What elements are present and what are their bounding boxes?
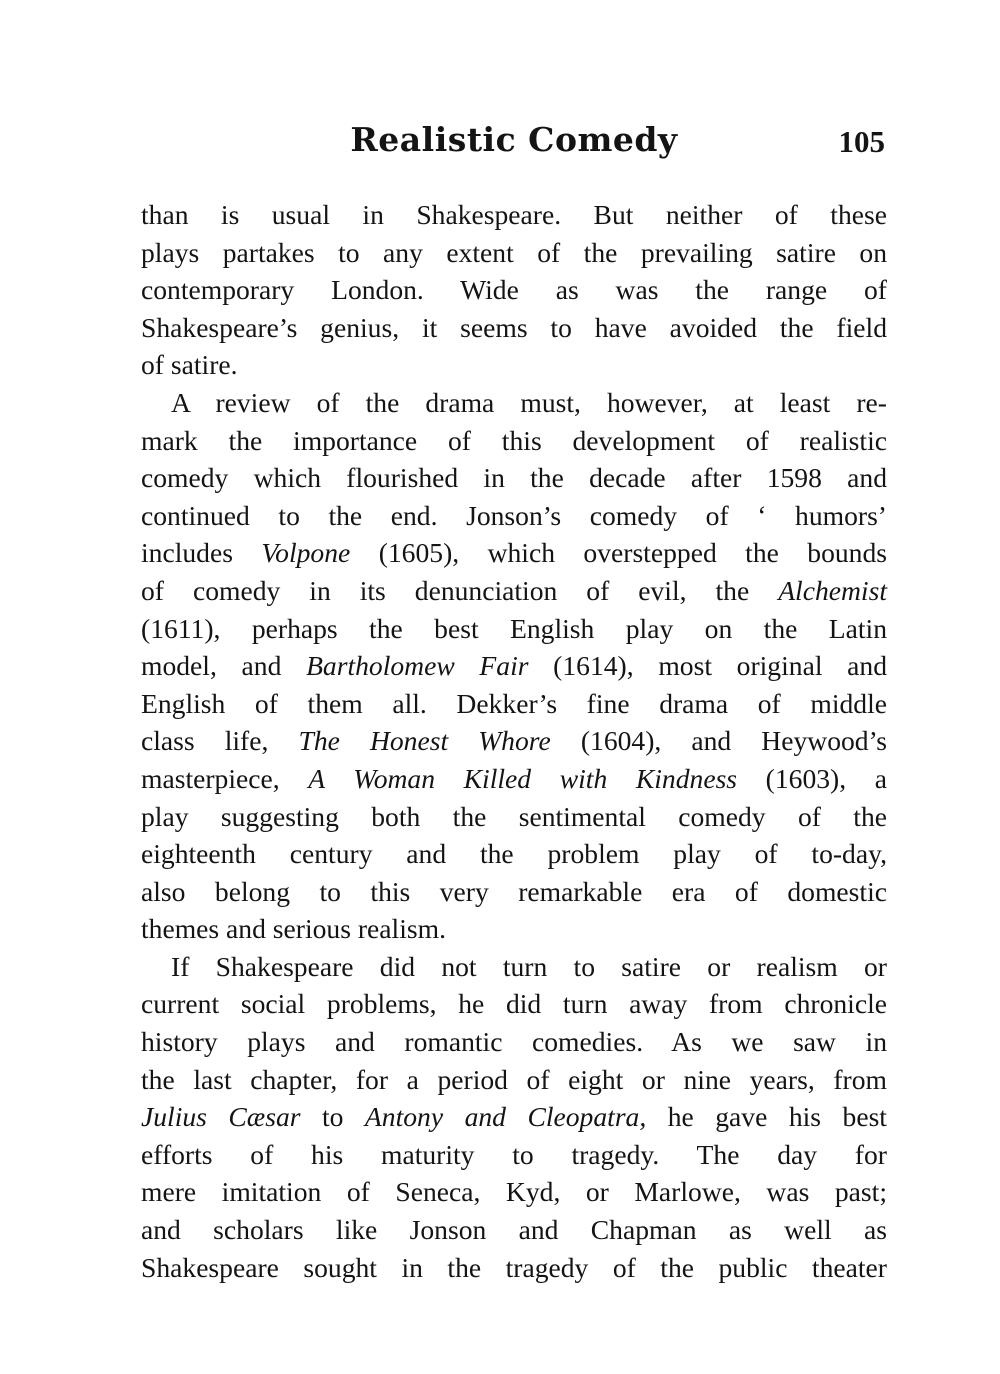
text-line: [141, 196, 887, 234]
text-run: history plays and romantic comedies. As we saw in: [141, 1026, 887, 1058]
italic-title: Bartholomew Fair: [306, 650, 529, 682]
text-line: [141, 798, 887, 836]
text-line: [141, 948, 887, 986]
text-line: [141, 722, 887, 760]
running-title: Realistic Comedy: [350, 120, 678, 159]
text-line: [141, 1249, 887, 1287]
text-run: (1605), which overstepped the bounds: [350, 537, 887, 569]
text-run: plays partakes to any extent of the prevailing satire on: [141, 236, 887, 268]
text-run: also belong to this very remarkable era of domestic: [141, 875, 887, 907]
text-run: and scholars like Jonson and Chapman as well as: [141, 1214, 887, 1246]
text-run: contemporary London. Wide as was the range of: [141, 274, 887, 306]
text-line: [141, 497, 887, 535]
text-run: themes and serious realism.: [141, 913, 446, 945]
text-line: [141, 271, 887, 309]
text-run: the last chapter, for a period of eight or nine years, from: [141, 1063, 887, 1095]
text-line: [141, 534, 887, 572]
text-line: [141, 647, 887, 685]
text-line: [141, 1173, 887, 1211]
italic-title: Julius Cæsar: [141, 1101, 301, 1133]
text-line: [141, 985, 887, 1023]
text-run: (1603), a: [737, 762, 887, 794]
text-run: comedy which flourished in the decade after 1598 and: [141, 462, 887, 494]
text-line: [141, 835, 887, 873]
text-run: (1611), perhaps the best English play on the Latin: [141, 612, 887, 644]
text-line: [141, 422, 887, 460]
text-run: than is usual in Shakespeare. But neither of these: [141, 199, 887, 230]
text-run: he gave his best: [646, 1101, 887, 1133]
italic-title: Antony and Cleopatra,: [364, 1101, 647, 1133]
text-run: mere imitation of Seneca, Kyd, or Marlowe, was past;: [141, 1176, 887, 1208]
text-run: If Shakespeare did not turn to satire or realism or: [171, 950, 887, 982]
text-run: includes: [141, 537, 262, 569]
paragraph-3: [141, 948, 887, 1286]
text-run: eighteenth century and the problem play of to-day,: [141, 838, 887, 870]
text-run: mark the importance of this development of realistic: [141, 424, 887, 456]
text-run: English of them all. Dekker’s fine drama of middle: [141, 687, 887, 719]
italic-title: The Honest Whore: [298, 725, 551, 757]
text-line: [141, 309, 887, 347]
text-run: masterpiece,: [141, 762, 309, 794]
text-line: [141, 384, 887, 422]
text-line: [141, 685, 887, 723]
text-run: current social problems, he did turn away from chronicle: [141, 988, 887, 1020]
page-number: 105: [838, 124, 885, 159]
text-line: [141, 1061, 887, 1099]
text-run: Shakespeare’s genius, it seems to have avoided the field: [141, 311, 887, 343]
text-line: [141, 760, 887, 798]
text-run: class life,: [141, 725, 299, 757]
text-line: [141, 1098, 887, 1136]
paragraph-2: [141, 384, 887, 948]
text-run: of satire.: [141, 349, 238, 381]
text-line: [141, 910, 887, 948]
text-line: [141, 459, 887, 497]
text-run: of comedy in its denunciation of evil, the: [141, 574, 779, 606]
text-line: [141, 572, 887, 610]
text-line: [141, 1023, 887, 1061]
body-text: [141, 196, 887, 1286]
book-page: [141, 118, 887, 1286]
italic-title: A Woman Killed with Kindness: [308, 762, 738, 794]
text-line: [141, 610, 887, 648]
text-run: model, and: [141, 650, 307, 682]
text-line: [141, 873, 887, 911]
page-header: [141, 118, 887, 172]
text-run: Shakespeare sought in the tragedy of the public theater: [141, 1251, 887, 1283]
text-run: (1614), most original and: [528, 650, 887, 682]
text-line: [141, 234, 887, 272]
text-run: continued to the end. Jonson’s comedy of ‘ humors’: [141, 499, 887, 531]
text-run: to: [300, 1101, 365, 1133]
text-line: [141, 1211, 887, 1249]
text-run: (1604), and Heywood’s: [550, 725, 887, 757]
paragraph-1: [141, 196, 887, 384]
text-run: A review of the drama must, however, at least re-: [171, 386, 887, 418]
text-line: [141, 346, 887, 384]
italic-title: Volpone: [261, 537, 351, 569]
text-run: efforts of his maturity to tragedy. The day for: [141, 1138, 887, 1170]
italic-title: Alchemist: [778, 574, 887, 606]
text-line: [141, 1136, 887, 1174]
text-run: play suggesting both the sentimental comedy of the: [141, 800, 887, 832]
